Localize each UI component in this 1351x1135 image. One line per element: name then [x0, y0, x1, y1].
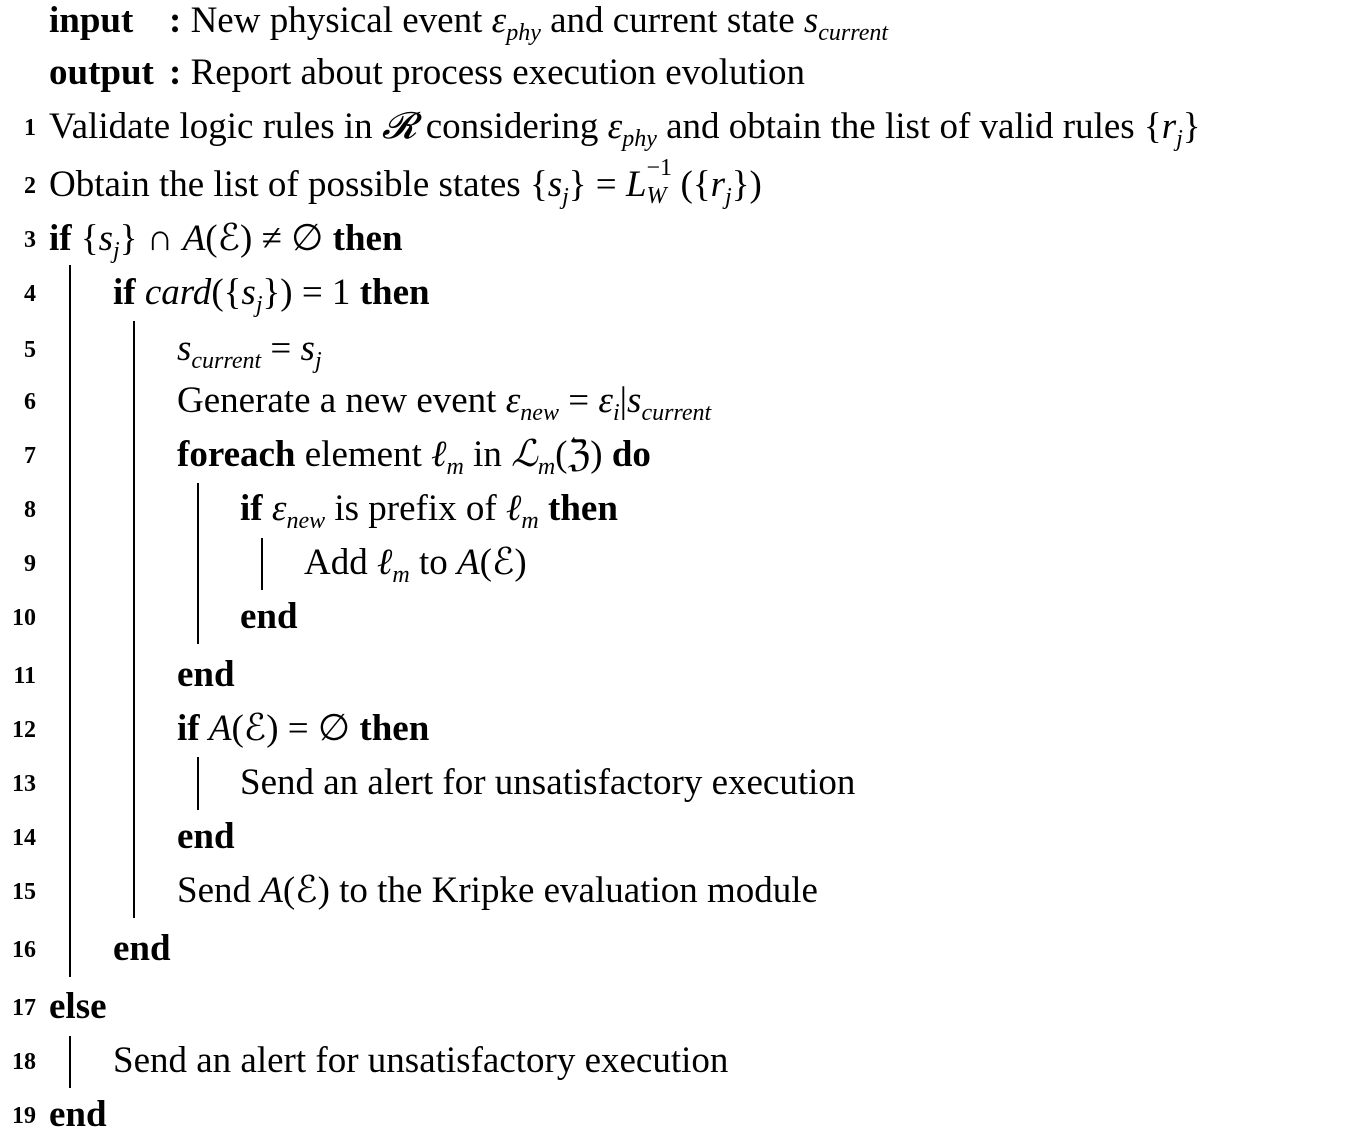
subscript: m: [537, 454, 556, 480]
block-bar-if-outer: [69, 265, 71, 977]
subscript: m: [521, 508, 539, 534]
subscript: j: [725, 184, 732, 210]
acceptance-symbol: A: [260, 870, 283, 911]
subscript: m: [392, 562, 410, 588]
line-text: to: [419, 542, 448, 583]
line-number: 2: [24, 173, 36, 199]
keyword-if: if: [49, 218, 72, 259]
line-number: 6: [24, 389, 36, 415]
state-symbol: s: [627, 380, 642, 421]
line-text: }) = 1: [262, 272, 351, 313]
subscript: phy: [506, 20, 541, 46]
subscript: j: [113, 238, 120, 264]
line-number: 19: [12, 1103, 36, 1129]
keyword-then: then: [359, 708, 430, 749]
line-text: (ℰ): [205, 218, 253, 259]
keyword-do: do: [611, 434, 651, 475]
rule-symbol: r: [710, 164, 726, 205]
line-number: 15: [12, 879, 36, 905]
output-text: Report about process execution evolution: [190, 52, 806, 93]
line-number: 9: [24, 551, 36, 577]
ell-symbol: ℓ: [376, 542, 393, 583]
line-text: Send an alert for unsatisfactory execution: [113, 1040, 729, 1081]
labeling-function-symbol: L: [625, 164, 647, 205]
line-text: }): [731, 164, 762, 205]
rules-set-symbol: 𝓡: [381, 106, 417, 147]
input-text: New physical event: [190, 0, 483, 41]
output-colon: :: [169, 52, 182, 93]
input-colon: :: [169, 0, 182, 41]
line-number: 14: [12, 825, 36, 851]
subscript: new: [286, 508, 326, 534]
line-number: 7: [24, 443, 36, 469]
keyword-end: end: [240, 596, 298, 637]
line-text: Generate a new event: [177, 380, 497, 421]
subscript: j: [314, 348, 322, 374]
block-bar-else: [69, 1036, 71, 1088]
line-text: Obtain the list of possible states {: [49, 164, 548, 205]
line-text: element: [304, 434, 422, 475]
keyword-then: then: [359, 272, 430, 313]
line-text: (ℰ) = ∅: [231, 708, 351, 749]
line-text: Validate logic rules in: [49, 106, 373, 147]
keyword-then: then: [332, 218, 403, 259]
line-text: (ℰ): [282, 870, 330, 911]
language-symbol: ℒ: [511, 434, 538, 475]
subscript: phy: [622, 126, 657, 152]
keyword-if: if: [177, 708, 200, 749]
line-text: Add: [304, 542, 368, 583]
epsilon-symbol: ε: [598, 380, 613, 421]
superscript: −1: [646, 155, 673, 181]
equals: =: [270, 328, 292, 369]
keyword-if: if: [113, 272, 136, 313]
input-label: input: [49, 0, 134, 41]
ell-symbol: ℓ: [505, 488, 522, 529]
output-label: output: [49, 52, 154, 93]
state-symbol: s: [241, 272, 256, 313]
brace: }: [1182, 106, 1201, 147]
subscript: current: [818, 20, 889, 46]
line-text: } ∩: [119, 218, 174, 259]
input-text-2: and current state: [550, 0, 795, 41]
subscript: new: [520, 400, 559, 426]
subscript: m: [446, 454, 464, 480]
keyword-if: if: [240, 488, 263, 529]
line-text: (ℰ): [479, 542, 527, 583]
block-bar-if-card: [133, 321, 135, 918]
line-text: considering: [425, 106, 599, 147]
line-text: Send: [177, 870, 251, 911]
epsilon-symbol: ε: [491, 0, 507, 41]
line-text: (ℨ): [555, 434, 603, 475]
ell-symbol: ℓ: [431, 434, 447, 475]
epsilon-symbol: ε: [271, 488, 287, 529]
acceptance-symbol: A: [182, 218, 206, 259]
line-number: 13: [12, 771, 36, 797]
block-bar-if-empty: [197, 757, 199, 810]
line-number: 17: [12, 995, 36, 1021]
equals: =: [568, 380, 590, 421]
line-number: 1: [24, 115, 36, 141]
epsilon-symbol: ε: [607, 106, 623, 147]
state-symbol: s: [803, 0, 819, 41]
line-text: Send an alert for unsatisfactory execution: [240, 762, 856, 803]
line-number: 10: [12, 605, 36, 631]
subscript: current: [641, 400, 712, 426]
state-symbol: s: [300, 328, 315, 369]
line-number: 18: [12, 1049, 36, 1075]
rule-symbol: r: [1161, 106, 1177, 147]
keyword-foreach: foreach: [177, 434, 296, 475]
line-text: ({: [211, 272, 242, 313]
keyword-else: else: [49, 986, 107, 1027]
state-symbol: s: [547, 164, 563, 205]
state-symbol: s: [98, 218, 114, 259]
keyword-end: end: [177, 654, 235, 695]
line-text: is prefix of: [334, 488, 497, 529]
keyword-end: end: [177, 816, 235, 857]
line-number: 3: [24, 227, 36, 253]
line-number: 12: [12, 717, 36, 743]
card-function: card: [144, 272, 212, 313]
line-number: 4: [24, 281, 36, 307]
brace: {: [80, 218, 99, 259]
subscript: j: [1176, 126, 1183, 152]
line-text: in: [473, 434, 502, 475]
state-symbol: s: [177, 328, 192, 369]
subscript: W: [646, 183, 667, 209]
block-bar-foreach: [197, 483, 199, 644]
line-number: 8: [24, 497, 36, 523]
subscript: i: [612, 400, 620, 426]
acceptance-symbol: A: [457, 542, 480, 583]
bar: |: [619, 380, 628, 421]
subscript: j: [255, 292, 263, 318]
line-text: and obtain the list of valid rules {: [666, 106, 1162, 147]
keyword-then: then: [548, 488, 618, 529]
keyword-end: end: [49, 1094, 107, 1135]
line-text: to the Kripke evaluation module: [339, 870, 818, 911]
block-bar-if-prefix: [261, 538, 263, 590]
line-number: 5: [24, 337, 36, 363]
subscript: j: [562, 184, 569, 210]
subscript: current: [191, 348, 262, 374]
line-text: } =: [568, 164, 617, 205]
keyword-end: end: [113, 928, 171, 969]
acceptance-symbol: A: [208, 708, 232, 749]
line-text: ({: [680, 164, 711, 205]
line-number: 11: [13, 663, 36, 689]
epsilon-symbol: ε: [505, 380, 521, 421]
line-number: 16: [12, 937, 36, 963]
line-text: ≠ ∅: [261, 218, 324, 259]
